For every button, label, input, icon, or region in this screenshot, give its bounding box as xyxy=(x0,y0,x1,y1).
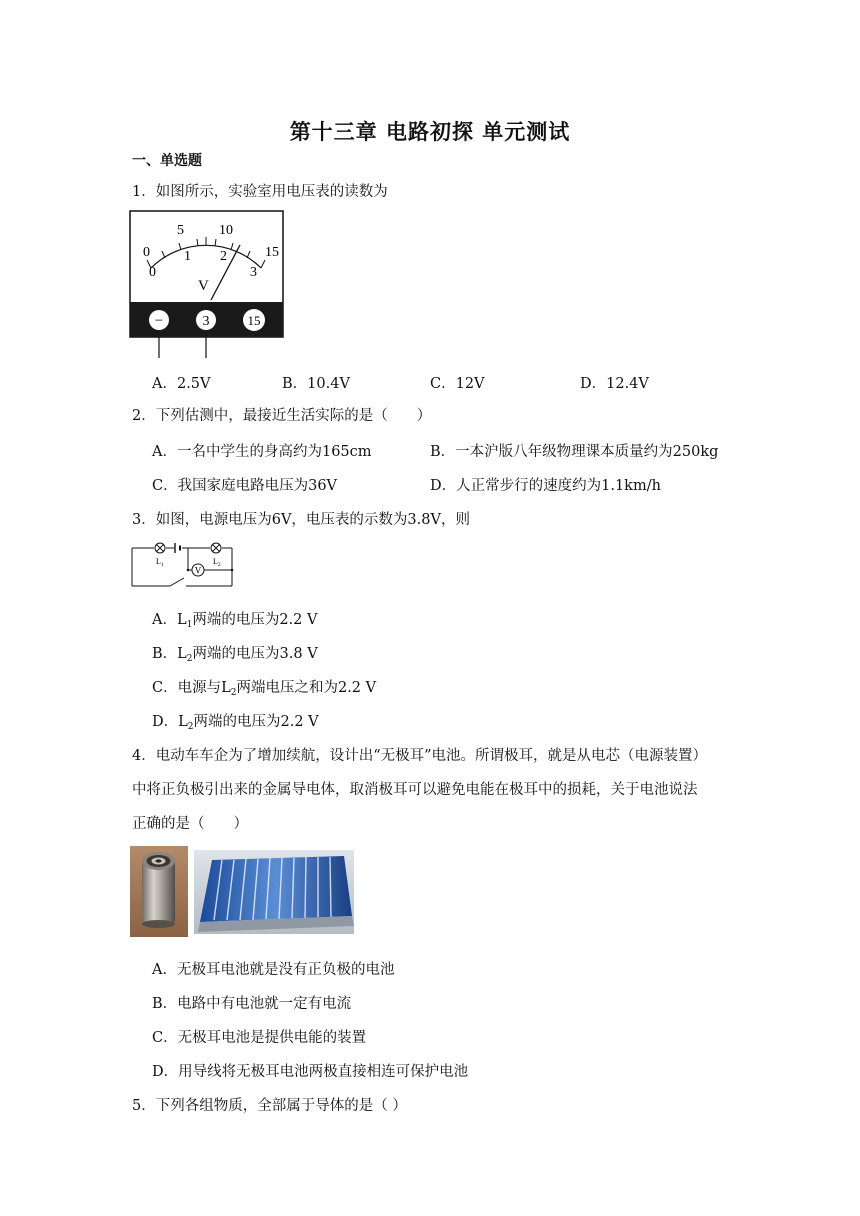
meter-unit-label: V xyxy=(198,278,209,294)
bottom-scale-label: 1 xyxy=(184,249,191,264)
page-title: 第十三章 电路初探 单元测试 xyxy=(289,119,571,144)
bottom-scale-label: 3 xyxy=(250,265,257,280)
q2-option-b: B．一本沪版八年级物理课本质量约为250kg xyxy=(430,444,719,460)
q3-option-c: C．电源与$L_2$两端电压之和为2.2 V xyxy=(152,680,377,698)
lamp-l2-label: $L_2$ xyxy=(213,557,221,568)
question-2-stem: 2．下列估测中，最接近生活实际的是（ ） xyxy=(132,408,432,424)
lamp-l2-icon xyxy=(211,543,221,553)
circuit-diagram xyxy=(130,540,236,590)
lamp-l1-label: $L_1$ xyxy=(156,557,164,568)
q1-option-c: C．12V xyxy=(430,376,485,392)
section-heading: 一、单选题 xyxy=(132,153,202,169)
cylindrical-battery-photo xyxy=(130,846,188,937)
svg-text:V: V xyxy=(194,565,202,576)
top-scale-label: 5 xyxy=(177,223,184,238)
question-3-stem: 3．如图，电源电压为6V，电压表的示数为3.8V，则 xyxy=(132,512,470,528)
q1-option-d: D．12.4V xyxy=(580,376,649,392)
battery-icon xyxy=(175,543,180,553)
q2-option-a: A．一名中学生的身高约为165cm xyxy=(152,444,372,460)
q3-option-b: B．$L_2$两端的电压为3.8 V xyxy=(152,646,318,664)
question-4-stem-line: 中将正负极引出来的金属导电体，取消极耳可以避免电能在极耳中的损耗，关于电池说法 xyxy=(132,782,698,798)
top-scale-label: 10 xyxy=(219,223,233,238)
q2-option-c: C．我国家庭电路电压为36V xyxy=(152,478,338,494)
q3-option-d: D．$L_2$两端的电压为2.2 V xyxy=(152,714,319,732)
question-1-stem: 1．如图所示，实验室用电压表的读数为 xyxy=(132,184,388,200)
svg-text:3: 3 xyxy=(202,314,210,329)
q2-option-d: D．人正常步行的速度约为1.1km/h xyxy=(430,478,661,494)
top-scale-label: 0 xyxy=(143,245,150,260)
bottom-scale-label: 0 xyxy=(149,265,156,280)
q1-option-a: A．2.5V xyxy=(152,376,211,392)
q1-option-b: B．10.4V xyxy=(282,376,350,392)
question-5-stem: 5．下列各组物质，全部属于导体的是（ ） xyxy=(132,1098,407,1114)
battery-electrode-photo xyxy=(194,850,354,934)
svg-text:15: 15 xyxy=(247,313,261,328)
q4-option-b: B．电路中有电池就一定有电流 xyxy=(152,996,352,1012)
svg-text:−: − xyxy=(154,313,164,329)
q4-option-a: A．无极耳电池就是没有正负极的电池 xyxy=(152,962,395,978)
top-scale-label: 15 xyxy=(265,245,279,260)
question-4-stem-line: 正确的是（ ） xyxy=(132,816,248,832)
bottom-scale-label: 2 xyxy=(220,249,227,264)
q4-option-d: D．用导线将无极耳电池两极直接相连可保护电池 xyxy=(152,1064,469,1080)
lamp-l1-icon xyxy=(155,543,165,553)
question-4-stem-line: 4．电动车车企为了增加续航，设计出“无极耳”电池。所谓极耳，就是从电芯（电源装置） xyxy=(132,748,708,764)
voltmeter-figure xyxy=(129,210,285,362)
q3-option-a: A．$L_1$两端的电压为2.2 V xyxy=(152,612,318,630)
q4-option-c: C．无极耳电池是提供电能的装置 xyxy=(152,1030,367,1046)
